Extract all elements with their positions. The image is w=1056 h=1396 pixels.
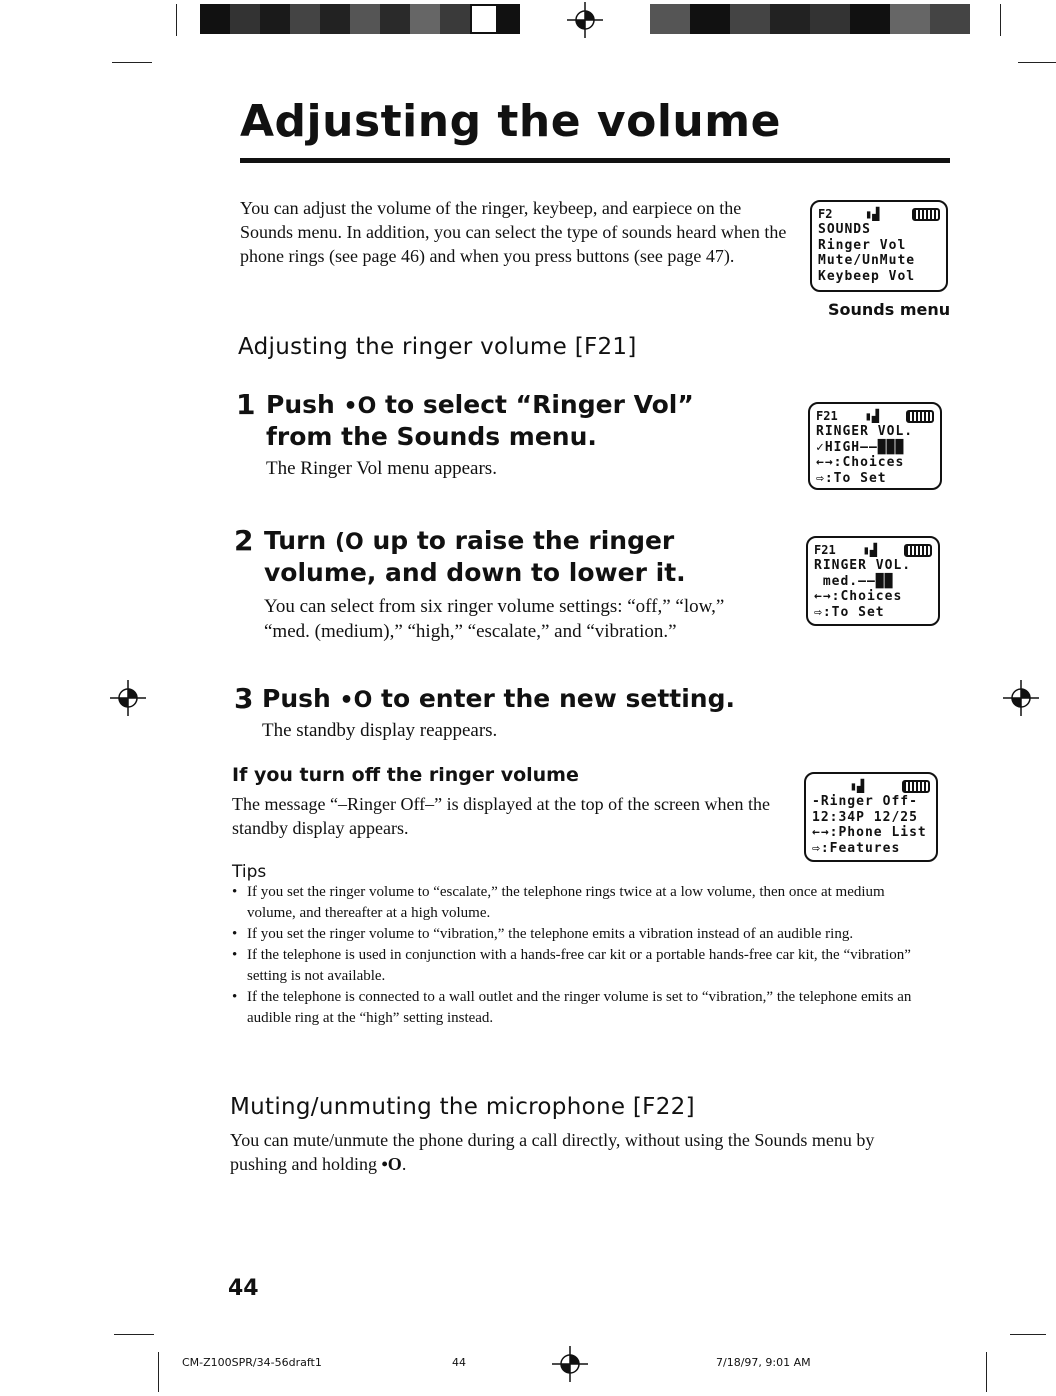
- battery-icon: [904, 544, 932, 557]
- lcd-status-bar: [814, 542, 932, 558]
- tips-list: [232, 882, 912, 1029]
- lcd-row: ⇨:To Set: [814, 604, 885, 620]
- step-title-verb: Turn: [264, 526, 327, 555]
- lcd-status-bar: [816, 408, 934, 424]
- mute-text: You can mute/unmute the phone during a call directly, without using the Sounds menu by pushing and holding: [230, 1130, 875, 1174]
- lcd-row: ⇨:Features: [812, 840, 901, 856]
- step-number: 2: [234, 524, 254, 557]
- mute-section-heading: Muting/unmuting the microphone [F22]: [230, 1094, 695, 1120]
- registration-mark-icon: [552, 1346, 588, 1382]
- color-bar-right: [650, 4, 970, 34]
- sounds-menu-screen: [810, 200, 948, 292]
- step-title-text: to enter the new setting.: [381, 684, 735, 713]
- registration-mark-icon: [1003, 680, 1039, 716]
- crop-mark: [176, 4, 177, 36]
- step-title: [266, 390, 766, 452]
- step-number: 1: [236, 388, 256, 421]
- step-title: [262, 684, 782, 716]
- color-bar-left: [200, 4, 520, 34]
- jog-dial-push-icon: •O: [343, 394, 377, 419]
- ringer-off-text: The message “–Ringer Off–” is displayed at the top of the screen when the standby display appears.: [232, 794, 770, 838]
- ringer-off-heading: If you turn off the ringer volume: [232, 764, 579, 786]
- registration-mark-icon: [567, 2, 603, 38]
- sounds-menu-caption: Sounds menu: [828, 300, 951, 319]
- lcd-menu-code: F21: [814, 543, 836, 557]
- signal-icon: ▮▟: [865, 207, 880, 221]
- step-1: [266, 390, 766, 481]
- lcd-row: SOUNDS: [818, 222, 871, 237]
- lcd-row: 12:34P 12/25: [812, 809, 918, 825]
- step-title-verb: Push: [266, 390, 335, 419]
- step-title: [264, 526, 764, 588]
- lcd-status-bar: [812, 778, 930, 794]
- jog-dial-push-icon: •O: [339, 688, 373, 713]
- tip-item: • If you set the ringer volume to “vibration,” the telephone emits a vibration instead of an audible ring.: [232, 924, 912, 945]
- crop-mark: [112, 62, 152, 63]
- crop-mark: [986, 1352, 987, 1392]
- battery-icon: [906, 410, 934, 423]
- lcd-row: Ringer Vol: [818, 237, 907, 253]
- signal-icon: ▮▟: [862, 543, 878, 557]
- ringer-vol-screen-high: [808, 402, 942, 490]
- jog-dial-push-icon: •O: [381, 1154, 402, 1174]
- footer-file: CM-Z100SPR/34-56draft1: [182, 1356, 322, 1369]
- lcd-row: ←→:Phone List: [812, 825, 927, 840]
- tip-item: • If the telephone is connected to a wall outlet and the ringer volume is set to “vibration,” the telephone emits an audible ring at the “high” setting instead.: [232, 987, 912, 1029]
- lcd-row: RINGER VOL.: [814, 558, 912, 573]
- lcd-row: ⇨:To Set: [816, 470, 887, 486]
- lcd-row: ✓HIGH‒‒███: [816, 439, 905, 455]
- crop-mark: [1018, 62, 1056, 63]
- lcd-menu-code: F2: [818, 207, 833, 221]
- step-2: [264, 526, 764, 644]
- step-3: [262, 684, 782, 743]
- mute-text-end: .: [401, 1154, 407, 1174]
- step-description: The standby display reappears.: [262, 720, 498, 741]
- lcd-row: RINGER VOL.: [816, 424, 914, 439]
- lcd-menu-code: F21: [816, 409, 838, 423]
- ringer-vol-screen-med: [806, 536, 940, 626]
- lcd-status-bar: [818, 206, 940, 222]
- crop-mark: [1010, 1334, 1046, 1335]
- step-title-text: up to raise the ringer volume, and down to lower it.: [264, 526, 686, 587]
- crop-mark: [114, 1334, 154, 1335]
- page-number: 44: [228, 1276, 259, 1301]
- lcd-row: med.‒‒██: [814, 573, 894, 589]
- ringer-section-heading: Adjusting the ringer volume [F21]: [238, 334, 637, 360]
- signal-icon: ▮▟: [849, 779, 865, 793]
- lcd-row: ←→:Choices: [814, 589, 903, 604]
- lcd-row: ←→:Choices: [816, 455, 905, 470]
- title-rule: [240, 158, 950, 163]
- step-title-verb: Push: [262, 684, 331, 713]
- footer-date: 7/18/97, 9:01 AM: [716, 1356, 811, 1369]
- tip-item: • If the telephone is used in conjunction with a hands-free car kit or a portable hands-free car kit, the “vibration” setting is not available.: [232, 945, 912, 987]
- footer-page: 44: [452, 1356, 466, 1369]
- tip-item: • If you set the ringer volume to “escalate,” the telephone rings twice at a low volume, then once at medium volume, and thereafter at a high volume.: [232, 882, 912, 924]
- registration-mark-icon: [110, 680, 146, 716]
- step-description: You can select from six ringer volume settings: “off,” “low,” “med. (medium),” “high,” “escalate,” and “vibration.”: [264, 596, 725, 642]
- page-title: Adjusting the volume: [240, 96, 781, 147]
- mute-section-text: [230, 1128, 930, 1176]
- crop-mark: [1000, 4, 1001, 36]
- intro-paragraph: You can adjust the volume of the ringer, keybeep, and earpiece on the Sounds menu. In addition, you can select the type of sounds heard when the phone rings (see page 46) and when you press buttons (see page 47).: [240, 198, 787, 266]
- step-number: 3: [234, 682, 254, 715]
- signal-icon: ▮▟: [864, 409, 880, 423]
- lcd-row: Mute/UnMute: [818, 253, 916, 268]
- battery-icon: [912, 208, 940, 221]
- battery-icon: [902, 780, 930, 793]
- lcd-row: Keybeep Vol: [818, 268, 916, 284]
- standby-screen-ringer-off: [804, 772, 938, 862]
- tips-heading: Tips: [232, 862, 267, 882]
- jog-dial-turn-icon: (O: [334, 530, 364, 555]
- step-description: The Ringer Vol menu appears.: [266, 458, 497, 479]
- crop-mark: [158, 1352, 159, 1392]
- step-title-text: to select “Ringer Vol” from the Sounds menu.: [266, 390, 694, 451]
- lcd-row: -Ringer Off-: [812, 794, 918, 809]
